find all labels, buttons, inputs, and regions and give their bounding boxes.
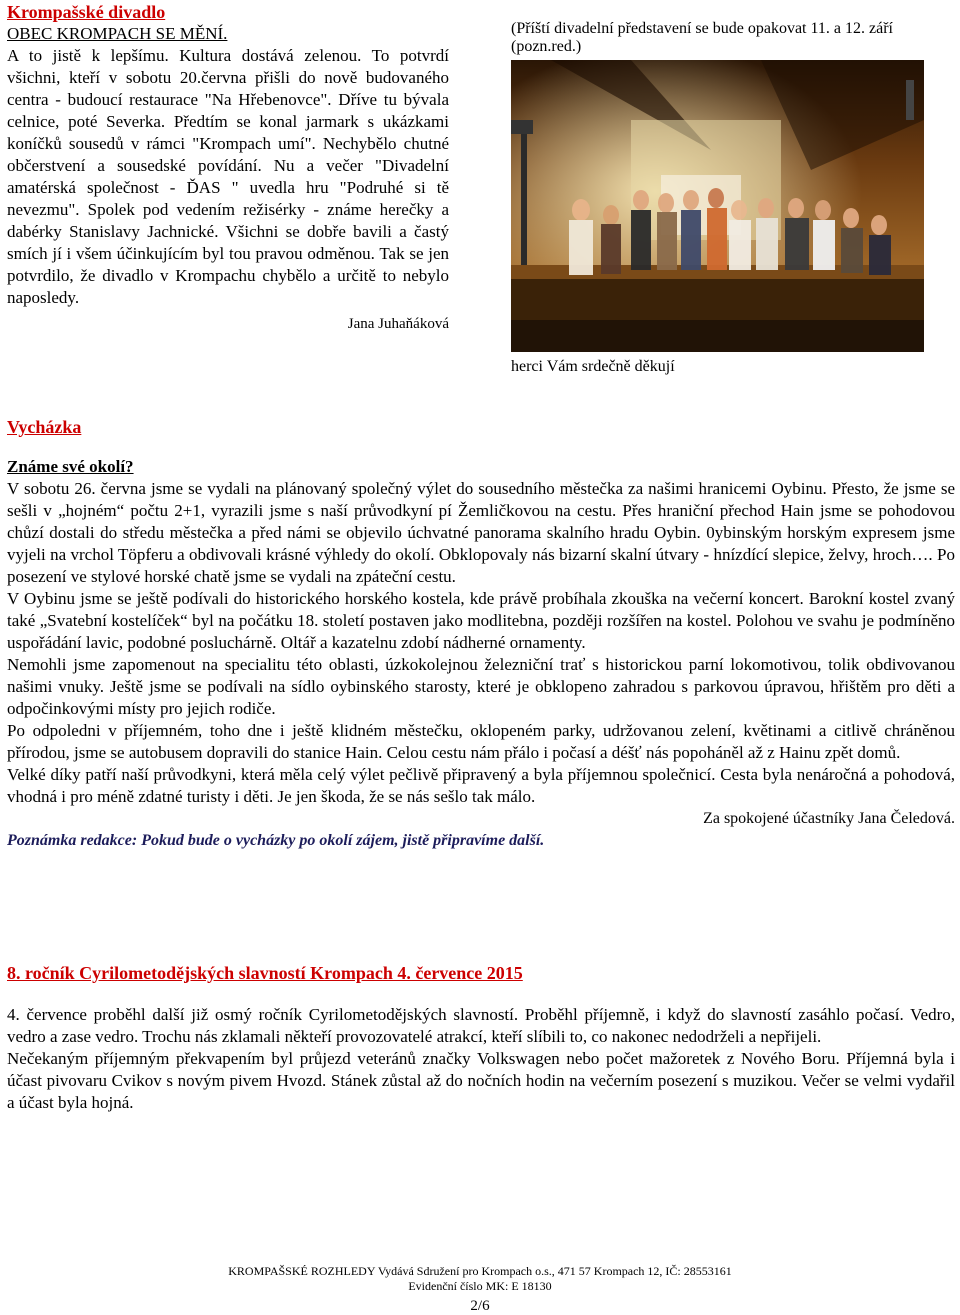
page-number: 2/6 <box>470 1298 490 1314</box>
theatre-photo-column <box>511 20 951 378</box>
walk-paragraph-2: V Oybinu jsme se ještě podívali do historického horského kostela, kde právě probíhala zkouška na večerní koncert. Barokní kostel zvaný také „Svatební kostelíček“ byl na počátku 18. století postaven jako modlitebna, později rozšířen na kostel. Polohou ve svahu je podmíněno uspořádání lavic, podobné posluchárně. Oltář a kazatelnu zdobí nádherné ornamenty. <box>7 589 955 652</box>
photo-caption: herci Vám srdečně děkují <box>511 358 675 375</box>
page-footer <box>0 1264 960 1314</box>
walk-title: Vycházka <box>7 417 82 437</box>
theatre-photo <box>511 60 924 352</box>
festival-title: 8. ročník Cyrilometodějských slavností Krompach 4. července 2015 <box>7 963 523 983</box>
festival-paragraph-1: 4. července proběhl další již osmý ročník Cyrilometodějských slavností. Proběhl příjemně, i když do slavností zasáhlo počasí. Vedro, vedro a zase vedro. Trochu nás zklamali někteří provozovatelé atrakcí, kteří slíbili to, co nakonec nedodrželi a nepřijeli. <box>7 1005 955 1046</box>
walk-paragraph-3: Nemohli jsme zapomenout na specialitu této oblasti, úzkokolejnou železniční trať s historickou parní lokomotivou, tolik obdivovanou našimi vnuky. Ještě jsme se podívali na sídlo oybinského starosty, které je obklopeno zahradou s parkovou úpravou, hřištěm pro děti a odpočinkovými místy pro jejich rodiče. <box>7 655 955 718</box>
theatre-body: A to jistě k lepšímu. Kultura dostává zelenou. To potvrdí všichni, kteří v sobotu 20.června přišli do nově budovaného centra - budoucí restaurace "Na Hřebenovce". Dříve tu bývala celnice, poté Severka. Předtím se konal jarmark s ukázkami koníčků sousedů v rámci "Krompach umí". Nechybělo chutné občerstvení a sousedské povídání. Nu a večer "Divadelní amatérská společnost - ĎAS " uvedla hru "Podruhé si tě nevezmu". Spolek pod vedením režisérky - známe herečky a dabérky Stanislavy Jachnické. Všichni se dobře bavili a častý smích jí i všem účinkujícím byl tou pravou odměnou. Tak se jen potvrdilo, že divadlo v Krompachu chybělo a určitě to nebylo naposledy. <box>7 46 449 307</box>
footer-publisher: KROMPAŠSKÉ ROZHLEDY Vydává Sdružení pro Krompach o.s., 471 57 Krompach 12, IČ: 28553161 <box>228 1264 732 1278</box>
walk-signature: Za spokojené účastníky Jana Čeledová. <box>703 810 955 827</box>
next-show-note: (Příští divadelní představení se bude opakovat 11. a 12. září (pozn.red.) <box>511 20 893 55</box>
theatre-title: Krompašské divadlo <box>7 2 166 22</box>
theatre-subtitle: OBEC KROMPACH SE MĚNÍ. <box>7 24 228 43</box>
walk-paragraph-5: Velké díky patří naší průvodkyni, která měla celý výlet pečlivě připravený a byla příjemnou společnicí. Cesta byla nenáročná a pohodová, vhodná i pro méně zdatné turisty i děti. Je jen škoda, že se nás sešlo tak málo. <box>7 765 955 806</box>
walk-paragraph-4: Po odpoledni v příjemném, toho dne i ještě klidném městečku, oklopeném parky, udržovanou zelení, květinami a citlivě chráněnou přírodou, jsme se autobusem dopravili do stanice Hain. Celou cestu nám přálo i počasí a déšť nás popoháněl až z Hainu zpět domů. <box>7 721 955 762</box>
theatre-article <box>7 1 449 335</box>
festival-paragraph-2: Nečekaným příjemným překvapením byl průjezd veteránů značky Volkswagen nebo počet mažoretek z Nového Boru. Příjemná byla i účast pivovaru Cvikov s novým pivem Hvozd. Stánek zůstal až do nočních hodin na večerním posezení s muzikou. Večer se velmi vydařil a účast byla hojná. <box>7 1049 955 1112</box>
walk-paragraph-1: V sobotu 26. června jsme se vydali na plánovaný společný výlet do sousedního městečka za našimi hranicemi Oybinu. Přesto, že jsme se sešli v „hojném“ počtu 2+1, vyrazili jsme s naší průvodkyní pí Žemličkovou na cestu. Přes hraniční přechod Hain jsme se pohodovou chůzí dostali do středu městečka a před námi se objevilo úchvatné panorama skalního hradu Oybin. 0ybinským horským expresem jsme vyjeli na vrchol Töpferu a obdivovali krásné výhledy do okolí. Obklopovaly nás bizarní skalní útvary - hnízdící slepice, želvy, hroch…. Po posezení ve stylové horské chatě jsme se vydali na zpáteční cestu. <box>7 479 955 586</box>
walk-article <box>7 416 955 852</box>
theatre-author: Jana Juhaňáková <box>347 316 449 332</box>
editor-note: Poznámka redakce: Pokud bude o vycházky po okolí zájem, jistě připravíme další. <box>7 832 545 849</box>
festival-article <box>7 962 955 1114</box>
footer-registration: Evidenční číslo MK: E 18130 <box>408 1279 552 1293</box>
walk-lead: Známe své okolí? <box>7 457 134 476</box>
